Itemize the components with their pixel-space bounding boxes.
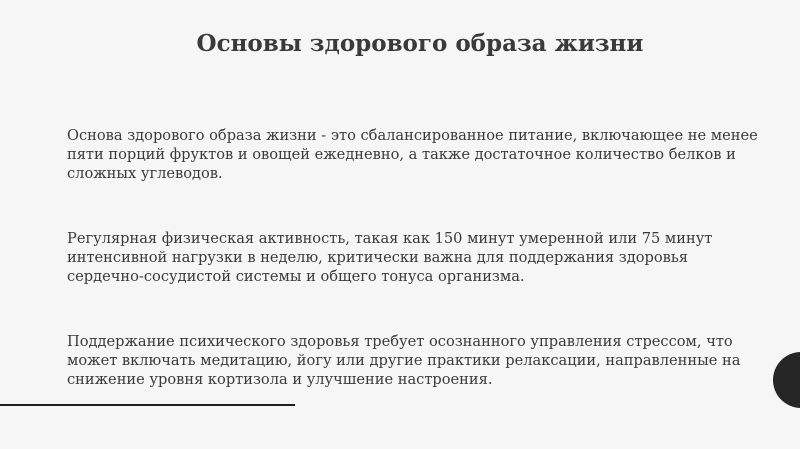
decorative-divider-line [0, 404, 295, 406]
paragraph-physical-activity: Регулярная физическая активность, такая как 150 минут умеренной или 75 минут интенсивной нагрузки в неделю, критически важна для поддержания здоровья сердечно-сосудистой системы и общего тонуса организма. [67, 230, 713, 285]
paragraph-nutrition: Основа здорового образа жизни - это сбалансированное питание, включающее не менее пяти порций фруктов и овощей ежедневно, а также достаточное количество белков и сложных углеводов. [67, 127, 758, 182]
paragraph-mental-health: Поддержание психического здоровья требует осознанного управления стрессом, что может включать медитацию, йогу или другие практики релаксации, направленные на снижение уровня кортизола и улучшение настроения. [67, 333, 741, 388]
slide-title: Основы здорового образа жизни [196, 30, 644, 57]
decorative-circle [773, 352, 800, 408]
